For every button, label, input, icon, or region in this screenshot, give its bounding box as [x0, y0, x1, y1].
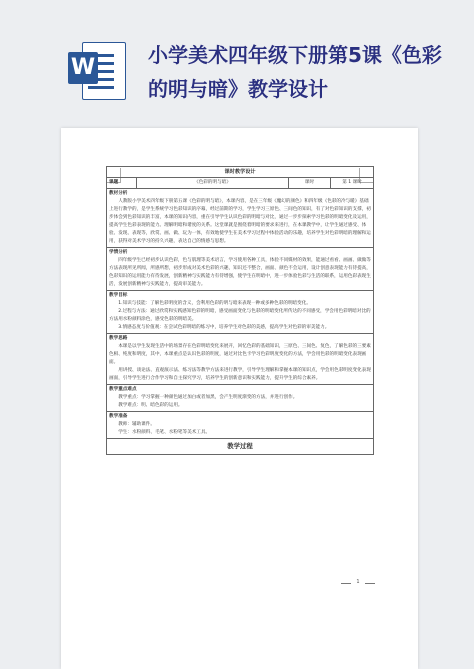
period-value: 第 1 课时: [331, 178, 374, 189]
section-approach: [107, 334, 374, 385]
section-learners: [107, 248, 374, 291]
section-analysis: [107, 189, 374, 248]
section-paragraph: 学生：水粉颜料、毛笔、水粉笔等美术工具。: [118, 430, 211, 435]
section-heading: 教学思路: [109, 336, 128, 341]
process-heading: 教学过程: [107, 439, 374, 455]
section-paragraph: 教学难点：明、暗色彩的运用。: [118, 403, 183, 408]
topic-value: 《色彩的明与暗》: [137, 178, 289, 189]
section-heading: 教学重点难点: [109, 387, 137, 392]
page-title: 小学美术四年级下册第5课《色彩的明与暗》教学设计: [148, 43, 442, 101]
section-heading: 教学准备: [109, 414, 128, 419]
section-paragraph: 用讲授、谈论法、直观演示法、练习法等教学方法来进行教学，引导学生理解和掌握本课的知识点，学会用色彩明度变化表现画面，引导学生进行合作学习和自主探究学习，培养学生的创新意识和实践能力，提升学生的综合素养。: [109, 368, 371, 381]
word-icon: [68, 40, 124, 100]
section-paragraph: 教学重点：学习掌握一种颜色通过加白或者加黑，会产生明度渐变的方法，并进行创作。: [118, 395, 298, 400]
section-paragraph: 人教版小学美术四年级下册第五课《色彩的明与暗》，本课内容，是在三年级《魔幻的颜色》和四年级《色彩的冷与暖》基础上进行教学的，是学生系统学习色彩知识的序幕，经过前期的学习，学生学习三原色、三间色的知识，有了对色彩知识的支撑，初步体会到色彩知识的丰富，本课的知识内容，重在引导学生认识色彩的明暗与对比，通过一步步探索学习色彩的明暗变化及运用，提高学生色彩表现的能力。理解明暗和谐度的关系。这堂课就是围绕着明暗的要求来进行，在本课教学中，让学生通过感受、体验、发现、表现等，欣赏、画、做、玩为一体，有效地使学生在美术学习过程中体验活动的乐趣，培养学生对色彩明暗的理解和运用，获得对美术学习的持久兴趣，表达自己的情感与思想。: [109, 199, 371, 244]
section-key-points: [107, 385, 374, 412]
banner: [0, 0, 474, 118]
word-badge: W: [68, 52, 98, 84]
section-objectives: [107, 291, 374, 334]
section-paragraph: 本课是以学生发现生活中的场景存在色彩明暗变化来展开，回忆色彩的基础知识，三原色、三间色、复色，了解色彩的三要素色相、纯度和明度，其中，本课重点是认识色彩的明度，通过对比色卡学习色彩明度变化的方法，学会用色彩的明暗变化表现画面。: [109, 344, 371, 365]
period-label: 课时: [289, 178, 331, 189]
section-heading: 教学目标: [109, 293, 128, 298]
document-page: [61, 128, 418, 669]
section-preparation: [107, 412, 374, 439]
topic-label: 课题: [107, 178, 137, 189]
section-heading: 教材分析: [109, 191, 128, 196]
page-number: 1: [341, 579, 375, 587]
lesson-plan-table: [106, 166, 374, 455]
section-paragraph: 四年级学生已经初步认识色彩，色与肌理等美术语言，学习使用各种工具，体验不同媒材的效果，能通过看看、画画、做做等方法表现所见所闻，所感所想，初步形成对美术色彩的兴趣，知识还不整合，画面、颜色不会运用，设计创意表现能力有待提高，色彩知识的运用能力有待发展，创新精神与实践能力有待增强，使学生在明暗中，进一步体验色彩与生活的联系，运用色彩表现生活，发展创新精神与实践能力，提高审美能力。: [109, 258, 371, 287]
table-header: 课时教学设计: [107, 167, 374, 178]
section-paragraph: 3.情感态度与价值观：在尝试色彩明暗的练习中，培养学生对色彩的美感，提高学生对色彩的审美能力。: [118, 325, 330, 330]
section-heading: 学情分析: [109, 250, 128, 255]
word-line: [88, 86, 114, 89]
section-paragraph: 教师：辅助课件。: [118, 422, 155, 427]
section-paragraph: 1.知识与技能：了解色彩明度的含义，会利用色彩的明与暗来表现一种或多种色彩的明暗变化。: [118, 301, 311, 306]
section-paragraph: 2.过程与方法：通过欣赏和实践感知色彩的明暗，感受画面变化与色彩的明暗变化所传达的不同感受，学会用色彩明暗对比的方法用水粉颜料涂色，感受色彩的明暗美。: [109, 309, 371, 322]
